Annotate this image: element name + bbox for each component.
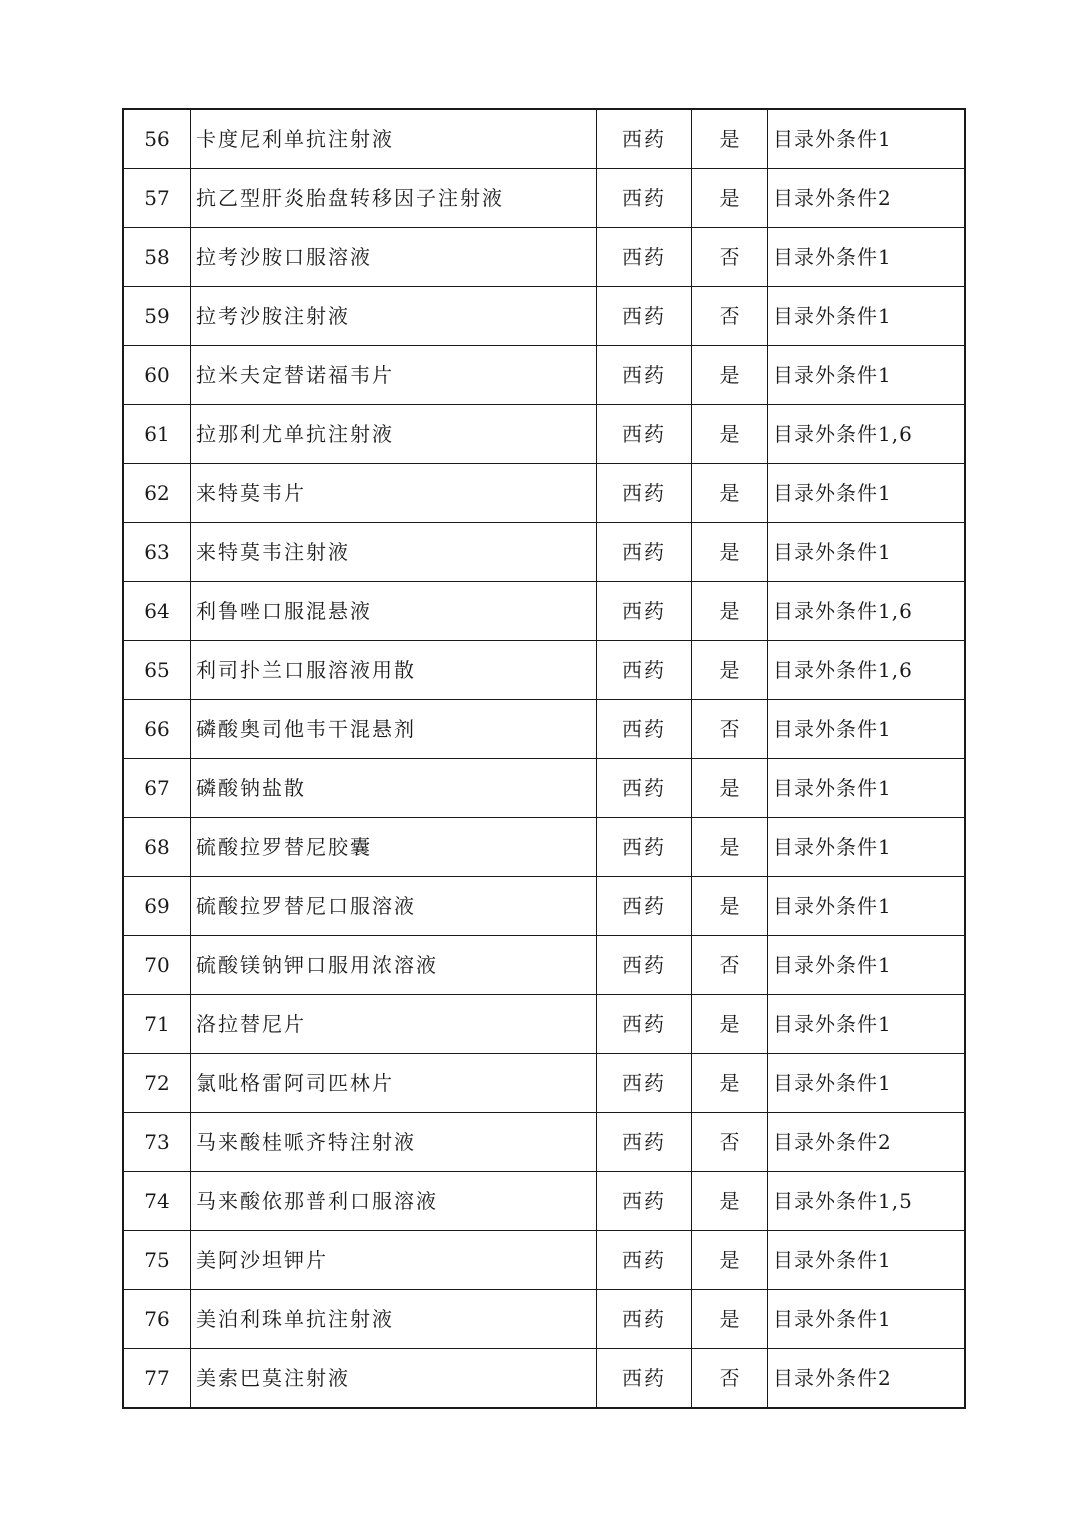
flag-value: 是: [692, 1054, 768, 1113]
row-number: 56: [123, 109, 191, 169]
table-row: [123, 1054, 965, 1113]
catalog-condition: 目录外条件1: [768, 464, 966, 523]
table-row: [123, 1113, 965, 1172]
flag-value: 是: [692, 346, 768, 405]
drug-name: 来特莫韦片: [191, 464, 597, 523]
catalog-condition: 目录外条件1: [768, 109, 966, 169]
row-number: 59: [123, 287, 191, 346]
flag-value: 否: [692, 1113, 768, 1172]
row-number: 68: [123, 818, 191, 877]
drug-category: 西药: [597, 1054, 692, 1113]
table-row: [123, 523, 965, 582]
drug-category: 西药: [597, 523, 692, 582]
drug-name: 美索巴莫注射液: [191, 1349, 597, 1409]
table-row: [123, 818, 965, 877]
flag-value: 是: [692, 877, 768, 936]
table-row: [123, 109, 965, 169]
catalog-condition: 目录外条件1: [768, 523, 966, 582]
drug-name: 氯吡格雷阿司匹林片: [191, 1054, 597, 1113]
flag-value: 否: [692, 1349, 768, 1409]
catalog-condition: 目录外条件1: [768, 759, 966, 818]
catalog-condition: 目录外条件2: [768, 169, 966, 228]
row-number: 73: [123, 1113, 191, 1172]
catalog-condition: 目录外条件1,6: [768, 641, 966, 700]
flag-value: 是: [692, 818, 768, 877]
table-row: [123, 346, 965, 405]
drug-category: 西药: [597, 1231, 692, 1290]
row-number: 61: [123, 405, 191, 464]
catalog-condition: 目录外条件1: [768, 1054, 966, 1113]
drug-category: 西药: [597, 818, 692, 877]
catalog-condition: 目录外条件1: [768, 818, 966, 877]
drug-category: 西药: [597, 287, 692, 346]
drug-name: 拉考沙胺口服溶液: [191, 228, 597, 287]
flag-value: 否: [692, 287, 768, 346]
flag-value: 否: [692, 228, 768, 287]
table-row: [123, 1290, 965, 1349]
drug-name: 抗乙型肝炎胎盘转移因子注射液: [191, 169, 597, 228]
drug-name: 拉那利尤单抗注射液: [191, 405, 597, 464]
catalog-condition: 目录外条件1,5: [768, 1172, 966, 1231]
table-row: [123, 1172, 965, 1231]
row-number: 58: [123, 228, 191, 287]
drug-name: 拉考沙胺注射液: [191, 287, 597, 346]
row-number: 63: [123, 523, 191, 582]
drug-name: 磷酸奥司他韦干混悬剂: [191, 700, 597, 759]
catalog-condition: 目录外条件1: [768, 287, 966, 346]
drug-name: 来特莫韦注射液: [191, 523, 597, 582]
row-number: 62: [123, 464, 191, 523]
row-number: 65: [123, 641, 191, 700]
flag-value: 否: [692, 936, 768, 995]
drug-category: 西药: [597, 464, 692, 523]
drug-list-body: [123, 109, 965, 1408]
drug-name: 马来酸桂哌齐特注射液: [191, 1113, 597, 1172]
table-row: [123, 995, 965, 1054]
drug-category: 西药: [597, 1172, 692, 1231]
catalog-condition: 目录外条件1,6: [768, 582, 966, 641]
drug-name: 卡度尼利单抗注射液: [191, 109, 597, 169]
row-number: 64: [123, 582, 191, 641]
flag-value: 是: [692, 523, 768, 582]
flag-value: 是: [692, 1172, 768, 1231]
table-row: [123, 936, 965, 995]
catalog-condition: 目录外条件2: [768, 1349, 966, 1409]
drug-name: 美泊利珠单抗注射液: [191, 1290, 597, 1349]
catalog-condition: 目录外条件1,6: [768, 405, 966, 464]
table-row: [123, 641, 965, 700]
catalog-condition: 目录外条件1: [768, 346, 966, 405]
row-number: 70: [123, 936, 191, 995]
table-row: [123, 759, 965, 818]
table-row: [123, 700, 965, 759]
drug-list-table: [122, 108, 966, 1409]
drug-name: 硫酸镁钠钾口服用浓溶液: [191, 936, 597, 995]
drug-category: 西药: [597, 1349, 692, 1409]
row-number: 72: [123, 1054, 191, 1113]
flag-value: 是: [692, 995, 768, 1054]
drug-category: 西药: [597, 700, 692, 759]
flag-value: 是: [692, 641, 768, 700]
drug-category: 西药: [597, 228, 692, 287]
table-row: [123, 1231, 965, 1290]
row-number: 76: [123, 1290, 191, 1349]
row-number: 57: [123, 169, 191, 228]
drug-name: 拉米夫定替诺福韦片: [191, 346, 597, 405]
table-row: [123, 405, 965, 464]
drug-category: 西药: [597, 169, 692, 228]
flag-value: 是: [692, 582, 768, 641]
flag-value: 是: [692, 1231, 768, 1290]
flag-value: 是: [692, 1290, 768, 1349]
table-row: [123, 169, 965, 228]
drug-name: 马来酸依那普利口服溶液: [191, 1172, 597, 1231]
catalog-condition: 目录外条件1: [768, 228, 966, 287]
table-row: [123, 464, 965, 523]
drug-name: 美阿沙坦钾片: [191, 1231, 597, 1290]
row-number: 75: [123, 1231, 191, 1290]
drug-category: 西药: [597, 1113, 692, 1172]
drug-category: 西药: [597, 759, 692, 818]
catalog-condition: 目录外条件1: [768, 1231, 966, 1290]
drug-name: 利鲁唑口服混悬液: [191, 582, 597, 641]
catalog-condition: 目录外条件2: [768, 1113, 966, 1172]
drug-category: 西药: [597, 582, 692, 641]
drug-category: 西药: [597, 1290, 692, 1349]
flag-value: 是: [692, 759, 768, 818]
table-row: [123, 1349, 965, 1409]
flag-value: 是: [692, 405, 768, 464]
table-row: [123, 228, 965, 287]
catalog-condition: 目录外条件1: [768, 877, 966, 936]
row-number: 60: [123, 346, 191, 405]
row-number: 74: [123, 1172, 191, 1231]
drug-category: 西药: [597, 936, 692, 995]
row-number: 69: [123, 877, 191, 936]
drug-category: 西药: [597, 995, 692, 1054]
drug-name: 硫酸拉罗替尼胶囊: [191, 818, 597, 877]
drug-category: 西药: [597, 346, 692, 405]
drug-name: 硫酸拉罗替尼口服溶液: [191, 877, 597, 936]
catalog-condition: 目录外条件1: [768, 995, 966, 1054]
flag-value: 是: [692, 169, 768, 228]
table-row: [123, 287, 965, 346]
drug-name: 利司扑兰口服溶液用散: [191, 641, 597, 700]
flag-value: 是: [692, 464, 768, 523]
catalog-condition: 目录外条件1: [768, 936, 966, 995]
drug-category: 西药: [597, 109, 692, 169]
row-number: 67: [123, 759, 191, 818]
flag-value: 否: [692, 700, 768, 759]
drug-category: 西药: [597, 641, 692, 700]
row-number: 66: [123, 700, 191, 759]
catalog-condition: 目录外条件1: [768, 700, 966, 759]
drug-category: 西药: [597, 405, 692, 464]
table-row: [123, 877, 965, 936]
row-number: 71: [123, 995, 191, 1054]
row-number: 77: [123, 1349, 191, 1409]
drug-name: 磷酸钠盐散: [191, 759, 597, 818]
drug-category: 西药: [597, 877, 692, 936]
catalog-condition: 目录外条件1: [768, 1290, 966, 1349]
flag-value: 是: [692, 109, 768, 169]
table-row: [123, 582, 965, 641]
drug-name: 洛拉替尼片: [191, 995, 597, 1054]
